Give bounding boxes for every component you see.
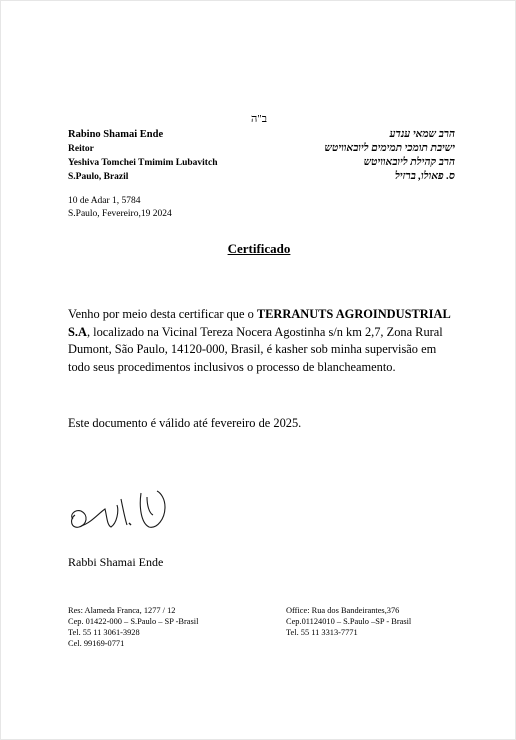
institution-city: S.Paulo, Brazil	[68, 172, 129, 182]
company-name: TERRANUTS AGROINDUSTRIAL S.A	[68, 307, 451, 339]
footer-residence	[68, 605, 268, 649]
certificate-body	[68, 306, 453, 376]
hebrew-line-3: הרב קהילת ליובאוויטש	[363, 157, 455, 168]
gregorian-date: S.Paulo, Fevereiro,19 2024	[68, 209, 172, 219]
bh-heading: ב"ה	[250, 113, 268, 125]
rabbi-name: Rabino Shamai Ende	[68, 129, 164, 140]
footer-right-line-3: Tel. 55 11 3313-7771	[286, 628, 358, 637]
hebrew-date: 10 de Adar 1, 5784	[68, 196, 141, 206]
footer-left-line-4: Cel. 99169-0771	[68, 639, 125, 648]
body-rest: , localizado na Vicinal Tereza Nocera Agostinha s/n km 2,7, Zona Rural Dumont, São Paulo, 14120-000, Brasil, é kasher sob minha supervisão em todo seus procedimentos inclusivos o processo de blancheamento.	[68, 324, 443, 374]
footer-right-line-1: Office: Rua dos Bandeirantes,376	[286, 606, 400, 615]
validity-statement: Este documento é válido até fevereiro de 2025.	[68, 416, 302, 430]
hebrew-line-4: ס. פאולו, ברזיל	[394, 171, 455, 182]
footer-left-line-3: Tel. 55 11 3061-3928	[68, 628, 140, 637]
hebrew-line-1: הרב שמאי ענדע	[389, 129, 455, 140]
handwritten-signature	[61, 479, 181, 539]
footer-left-line-2: Cep. 01422-000 – S.Paulo – SP -Brasil	[68, 617, 199, 626]
footer-left-line-1: Res: Alameda Franca, 1277 / 12	[68, 606, 176, 615]
date-block	[68, 195, 172, 221]
institution-name: Yeshiva Tomchei Tmimim Lubavitch	[68, 158, 218, 168]
body-intro: Venho por meio desta certificar que o	[68, 307, 257, 321]
document-title: Certificado	[227, 241, 291, 256]
signer-name: Rabbi Shamai Ende	[68, 555, 164, 569]
rabbi-role: Reitor	[68, 144, 94, 154]
header-right-hebrew-block	[255, 128, 455, 184]
footer-right-line-2: Cep.01124010 – S.Paulo –SP - Brasil	[286, 617, 412, 626]
hebrew-line-2: ישיבת תומכי תמימים ליובאוויטש	[324, 143, 455, 154]
footer-office	[286, 605, 476, 638]
